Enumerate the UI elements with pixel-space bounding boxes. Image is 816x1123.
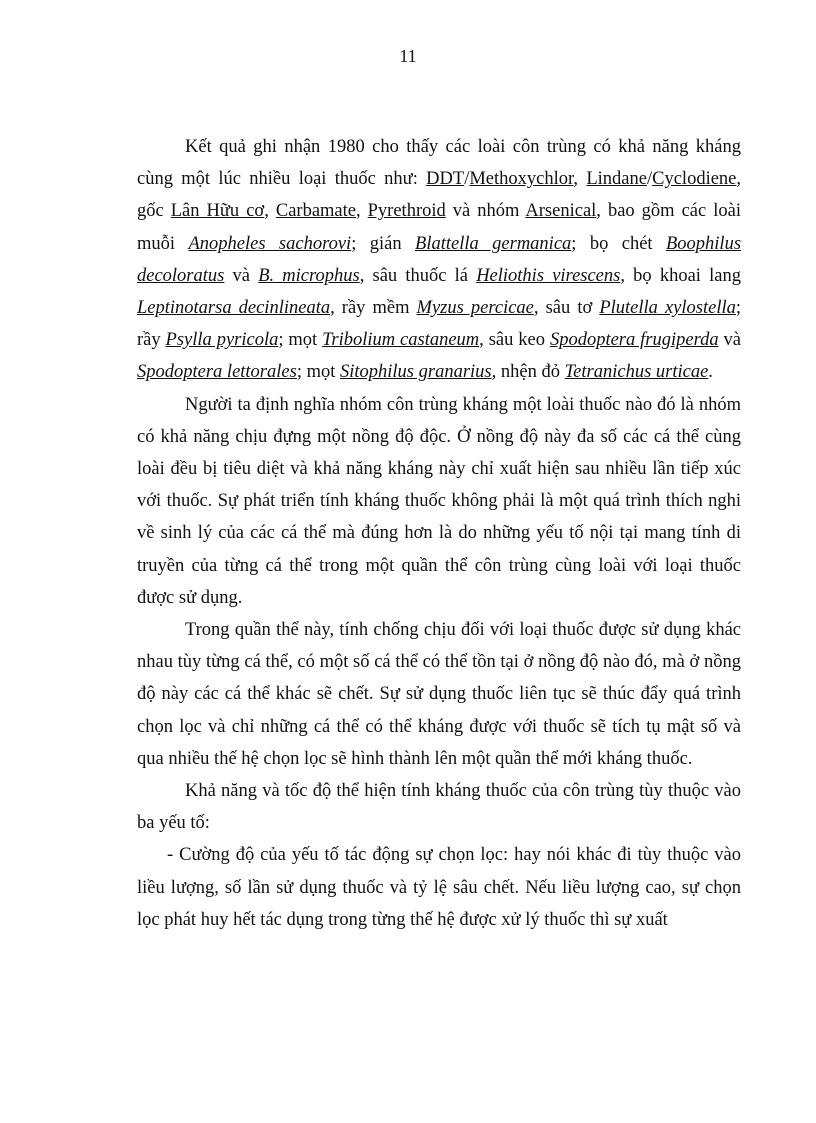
text-run: , bọ khoai lang: [620, 265, 741, 286]
text-run: /: [464, 169, 470, 190]
text-run: /: [646, 169, 653, 190]
term-link[interactable]: Plutella xylostella: [599, 298, 736, 319]
text-run: , sâu keo: [479, 330, 550, 351]
paragraph-p4: [137, 775, 741, 839]
text-run: Khả năng và tốc độ thể hiện tính kháng thuốc của côn trùng tùy thuộc vào ba yếu tố:: [137, 781, 741, 834]
text-run: ,: [264, 201, 276, 222]
term-link[interactable]: Spodoptera frugiperda: [549, 330, 719, 351]
body-text: [137, 131, 741, 936]
term-link[interactable]: Anopheles sachorovi: [188, 233, 352, 254]
term-link[interactable]: Carbamate: [275, 201, 356, 222]
term-link[interactable]: Tetranichus urticae: [564, 362, 709, 383]
text-run: và nhóm: [445, 201, 526, 222]
term-link[interactable]: Psylla pyricola: [165, 330, 279, 351]
term-link[interactable]: Arsenical: [525, 201, 597, 222]
text-run: ; rầy: [137, 298, 741, 351]
paragraph-p5: [137, 839, 741, 936]
text-run: , nhện đỏ: [491, 362, 565, 383]
text-run: và: [718, 330, 742, 351]
term-link[interactable]: Cyclodiene: [652, 169, 737, 190]
term-link[interactable]: Spodoptera lettorales: [137, 362, 297, 383]
term-link[interactable]: Leptinotarsa decinlineata: [137, 298, 331, 319]
text-run: ; gián: [351, 233, 416, 254]
paragraph-p3: [137, 614, 741, 775]
term-link[interactable]: B. microphus: [258, 265, 360, 286]
text-run: , rầy mềm: [330, 298, 417, 319]
text-run: ; bọ chét: [571, 233, 666, 254]
text-run: ,: [573, 169, 587, 190]
term-link[interactable]: Tribolium castaneum: [322, 330, 480, 351]
text-run: , gốc: [137, 169, 742, 222]
text-run: , sâu thuốc lá: [359, 265, 477, 286]
term-link[interactable]: Heliothis virescens: [476, 265, 621, 286]
text-run: ,: [355, 201, 368, 222]
term-link[interactable]: Sitophilus granarius: [339, 362, 492, 383]
text-run: .: [708, 362, 713, 383]
term-link[interactable]: Myzus percicae: [416, 298, 534, 319]
text-run: Người ta định nghĩa nhóm côn trùng kháng một loài thuốc nào đó là nhóm có khả năng chịu đựng một nồng độ độc. Ở nồng độ này đa số các cá thể cùng loài đều bị tiêu diệt và khả năng kháng này chỉ xuất hiện sau nhiều lần tiếp xúc với thuốc. Sự phát triển tính kháng thuốc không phải là một quá trình thích nghi về sinh lý của các cá thể mà đúng hơn là do những yếu tố nội tại mang tính di truyền của từng cá thể trong một quần thể côn trùng cùng loài với loại thuốc được sử dụng.: [137, 394, 741, 608]
text-run: , bao gồm các loài muỗi: [137, 201, 741, 254]
page-number: 11: [399, 46, 417, 66]
text-run: , sâu tơ: [533, 298, 600, 319]
text-run: và: [224, 265, 259, 286]
text-run: Kết quả ghi nhận 1980 cho thấy các loài côn trùng có khả năng kháng cùng một lúc nhiều loại thuốc như:: [137, 137, 741, 190]
text-run: ; mọt: [278, 330, 323, 351]
text-run: Trong quần thể này, tính chống chịu đối với loại thuốc được sử dụng khác nhau tùy từng cá thể, có một số cá thể có thể tồn tại ở nồng độ nào đó, mà ở nồng độ này các cá thể khác sẽ chết. Sự sử dụng thuốc liên tục sẽ thúc đẩy quá trình chọn lọc và chỉ những cá thể có thể kháng được với thuốc sẽ tích tụ mật số và qua nhiều thế hệ chọn lọc sẽ hình thành lên một quần thể mới kháng thuốc.: [137, 620, 741, 769]
term-link[interactable]: Methoxychlor: [469, 169, 574, 190]
paragraph-p2: [137, 389, 741, 614]
term-link[interactable]: Lân Hữu cơ: [170, 201, 265, 222]
paragraph-p1: [137, 131, 741, 389]
term-link[interactable]: Pyrethroid: [367, 201, 446, 222]
term-link[interactable]: Lindane: [586, 169, 647, 190]
text-run: ; mọt: [296, 362, 340, 383]
term-link[interactable]: DDT: [426, 169, 465, 190]
text-run: - Cường độ của yếu tố tác động sự chọn lọc: hay nói khác đi tùy thuộc vào liều lượng, số lần sử dụng thuốc và tỷ lệ sâu chết. Nếu liều lượng cao, sự chọn lọc phát huy hết tác dụng trong từng thế hệ được xử lý thuốc thì sự xuất: [137, 845, 741, 930]
term-link[interactable]: Blattella germanica: [415, 233, 572, 254]
term-link[interactable]: Boophilus decoloratus: [137, 233, 742, 286]
